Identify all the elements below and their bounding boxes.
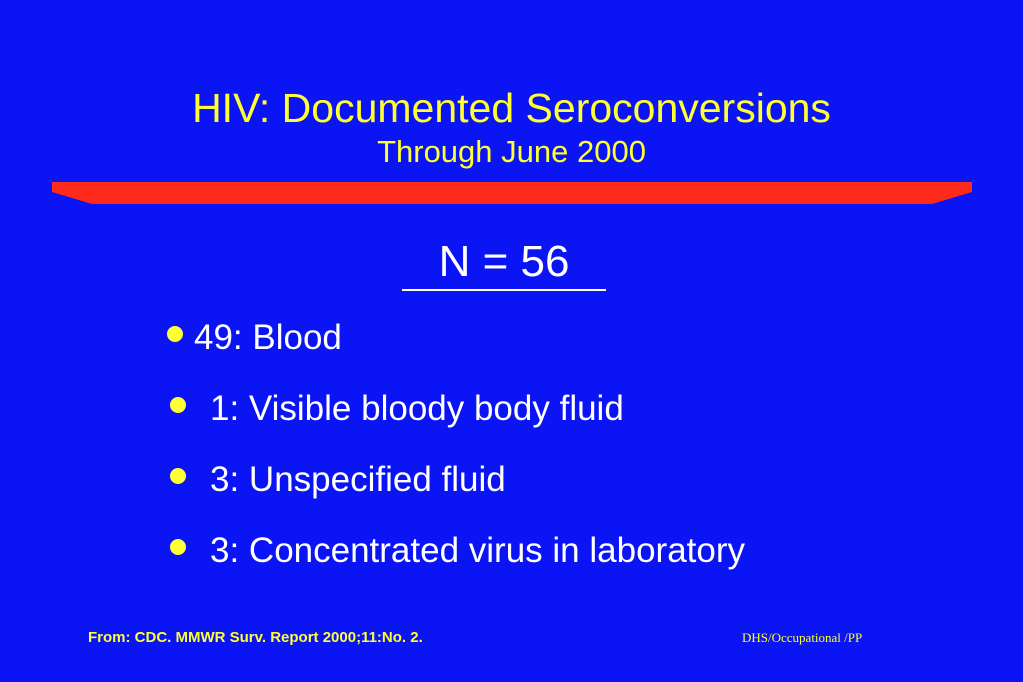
bullet-dot-icon bbox=[167, 326, 183, 342]
source-citation: From: CDC. MMWR Surv. Report 2000;11:No. 2. bbox=[88, 629, 423, 646]
bullet-item-unspecified-fluid bbox=[170, 459, 506, 501]
bullet-item-concentrated-virus bbox=[170, 530, 745, 572]
bullet-item-bloody-fluid bbox=[170, 388, 624, 430]
bullet-text: 49: Blood bbox=[194, 318, 342, 357]
total-count-label: N = 56 bbox=[438, 237, 570, 286]
slide-subtitle: Through June 2000 bbox=[377, 134, 646, 169]
bullet-dot-icon bbox=[170, 539, 186, 555]
bullet-dot-icon bbox=[170, 397, 186, 413]
bullet-dot-icon bbox=[170, 468, 186, 484]
bullet-item-blood bbox=[167, 317, 342, 359]
bullet-text: 3: Unspecified fluid bbox=[210, 460, 506, 499]
bullet-text: 3: Concentrated virus in laboratory bbox=[210, 531, 745, 570]
department-footer: DHS/Occupational /PP bbox=[742, 630, 863, 645]
bullet-text: 1: Visible bloody body fluid bbox=[210, 389, 624, 428]
slide-title: HIV: Documented Seroconversions bbox=[192, 85, 831, 131]
